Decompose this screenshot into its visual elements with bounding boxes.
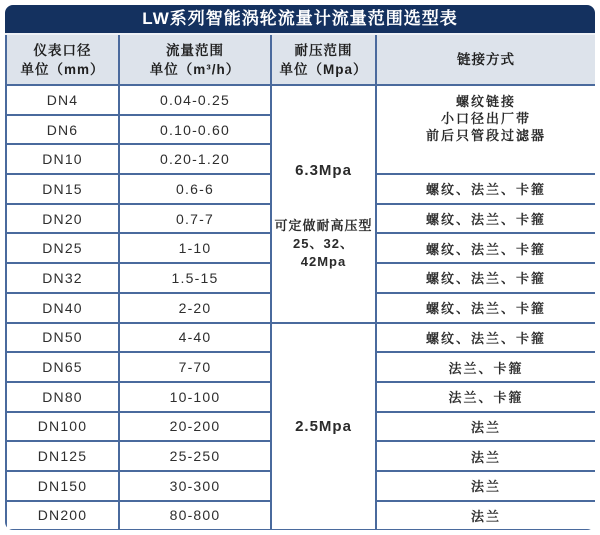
dn-cell: DN6	[6, 115, 119, 145]
connection-cell: 法兰	[376, 441, 595, 471]
connection-cell: 螺纹、法兰、卡箍	[376, 174, 595, 204]
header-line: 单位（mm）	[20, 61, 105, 77]
column-header-flow-range	[119, 35, 271, 85]
dn-cell: DN80	[6, 382, 119, 412]
connection-cell: 螺纹、法兰、卡箍	[376, 263, 595, 293]
column-header-connection	[376, 35, 595, 85]
flow-cell: 80-800	[119, 501, 271, 530]
flow-cell: 2-20	[119, 293, 271, 323]
dn-cell: DN150	[6, 471, 119, 501]
connection-cell: 法兰、卡箍	[376, 352, 595, 382]
connection-cell-small-bore	[376, 85, 595, 174]
pressure-cell-high	[271, 85, 376, 323]
table-row	[6, 323, 595, 353]
header-line: 仪表口径	[33, 42, 92, 58]
dn-cell: DN32	[6, 263, 119, 293]
dn-cell: DN15	[6, 174, 119, 204]
dn-cell: DN200	[6, 501, 119, 530]
flow-cell: 0.10-0.60	[119, 115, 271, 145]
header-line: 流量范围	[166, 42, 224, 58]
header-line: 链接方式	[457, 52, 515, 67]
selection-table-card	[5, 5, 595, 530]
connection-cell: 螺纹、法兰、卡箍	[376, 323, 595, 353]
pressure-cell-low	[271, 323, 376, 531]
pressure-low-content	[272, 324, 375, 530]
connection-cell: 法兰	[376, 501, 595, 530]
dn-cell: DN125	[6, 441, 119, 471]
pressure-note-line: 25、32、42Mpa	[293, 236, 354, 270]
dn-cell: DN4	[6, 85, 119, 115]
dn-cell: DN20	[6, 204, 119, 234]
page-title: LW系列智能涡轮流量计流量范围选型表	[5, 5, 595, 33]
header-line: 耐压范围	[294, 42, 353, 58]
flow-cell: 0.20-1.20	[119, 144, 271, 174]
connection-cell: 螺纹、法兰、卡箍	[376, 204, 595, 234]
table-row	[6, 85, 595, 115]
connection-line: 前后只管段过滤器	[425, 128, 546, 144]
pressure-value: 6.3Mpa	[295, 162, 352, 180]
flow-cell: 4-40	[119, 323, 271, 353]
header-line: 单位（Mpa）	[279, 61, 368, 77]
flow-cell: 20-200	[119, 412, 271, 442]
pressure-high-content	[272, 86, 375, 322]
connection-cell: 法兰	[376, 471, 595, 501]
dn-cell: DN50	[6, 323, 119, 353]
dn-cell: DN40	[6, 293, 119, 323]
header-line: 单位（m³/h）	[149, 61, 241, 77]
connection-cell: 法兰、卡箍	[376, 382, 595, 412]
dn-cell: DN25	[6, 233, 119, 263]
connection-cell: 法兰	[376, 412, 595, 442]
column-header-pressure-range	[271, 35, 376, 85]
dn-cell: DN10	[6, 144, 119, 174]
connection-line: 螺纹链接	[455, 94, 516, 110]
flow-cell: 0.04-0.25	[119, 85, 271, 115]
flow-cell: 0.7-7	[119, 204, 271, 234]
pressure-note-line: 可定做耐高压型	[274, 218, 373, 234]
connection-line: 小口径出厂带	[440, 111, 531, 127]
flowmeter-selection-table	[5, 35, 595, 530]
flow-cell: 10-100	[119, 382, 271, 412]
flow-cell: 0.6-6	[119, 174, 271, 204]
flow-cell: 7-70	[119, 352, 271, 382]
dn-cell: DN65	[6, 352, 119, 382]
connection-small-content	[377, 86, 595, 173]
pressure-value: 2.5Mpa	[295, 417, 352, 435]
column-header-diameter	[6, 35, 119, 85]
connection-cell: 螺纹、法兰、卡箍	[376, 233, 595, 263]
pressure-note	[272, 217, 375, 271]
header-row	[6, 35, 595, 85]
flow-cell: 1-10	[119, 233, 271, 263]
dn-cell: DN100	[6, 412, 119, 442]
flow-cell: 25-250	[119, 441, 271, 471]
connection-cell: 螺纹、法兰、卡箍	[376, 293, 595, 323]
flow-cell: 1.5-15	[119, 263, 271, 293]
flow-cell: 30-300	[119, 471, 271, 501]
